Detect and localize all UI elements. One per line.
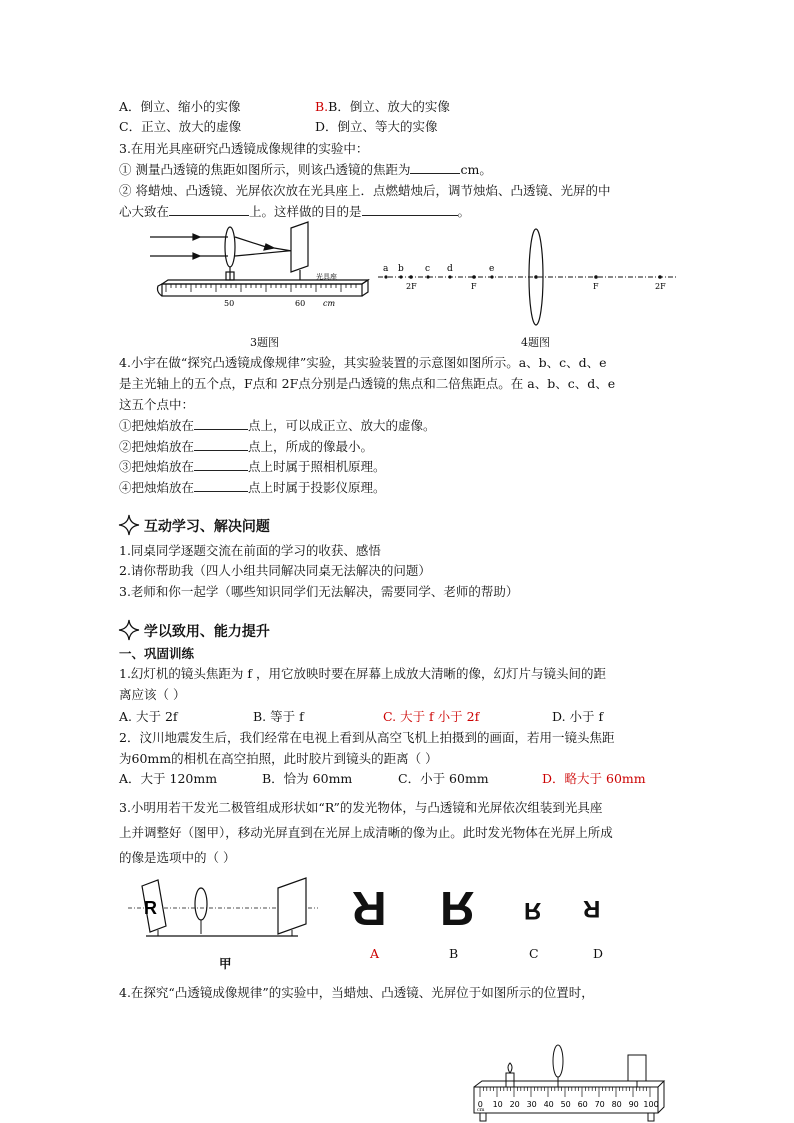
- q3-stem: 3.在用光具座研究凸透镜成像规律的实验中：: [119, 141, 369, 156]
- fig4-point-d: d: [447, 264, 453, 274]
- fig4-lens-axis: [378, 228, 678, 338]
- e4-optical-bench: [468, 1043, 668, 1123]
- ruler-tick-label: 20: [509, 1100, 520, 1109]
- fig3-caption: 3题图: [250, 336, 279, 349]
- q4-line3: 这五个点中：: [119, 397, 195, 412]
- fig3-mark-50: 50: [224, 299, 235, 308]
- e2-line2: 为60mm的相机在高空拍照，此时胶片到镜头的距离（ ）: [119, 751, 438, 766]
- section-interact-heading: 互动学习、解决问题: [119, 515, 270, 536]
- e3-choice-c-label: C: [529, 946, 539, 961]
- e3-choice-a-label: A: [370, 946, 380, 961]
- answer-blank[interactable]: [169, 204, 249, 216]
- fig4-right-f: F: [593, 282, 599, 291]
- e4-scale-unit: cm: [477, 1107, 485, 1113]
- fig3-bench-label: 光具座: [316, 273, 337, 281]
- q4-sub1: ①把烛焰放在 点上，可以成正立、放大的虚像。: [119, 418, 436, 433]
- ruler-tick-label: 10: [492, 1100, 503, 1109]
- q4-line1: 4.小宇在做“探究凸透镜成像规律”实验，其实验装置的示意图如图所示。a、b、c、d、e: [119, 355, 607, 370]
- q4-sub4: ④把烛焰放在 点上时属于投影仪原理。: [119, 480, 386, 495]
- fig4-left-2f: 2F: [406, 282, 417, 291]
- fig3-unit: cm: [323, 299, 336, 308]
- e1-option-b: B. 等于 f: [253, 709, 304, 724]
- answer-blank[interactable]: [194, 480, 248, 492]
- fig3-optical-bench: [148, 222, 378, 312]
- e4-line1: 4.在探究“凸透镜成像规律”的实验中，当蜡烛、凸透镜、光屏位于如图所示的位置时，: [119, 985, 594, 1000]
- q3-part2-line1: ② 将蜡烛、凸透镜、光屏依次放在光具座上．点燃蜡烛后，调节烛焰、凸透镜、光屏的中: [119, 183, 611, 198]
- q2-option-b: B.B．倒立、放大的实像: [315, 99, 450, 114]
- q2-option-b-text: B．倒立、放大的实像: [328, 99, 450, 114]
- e2-option-a: A．大于 120mm: [119, 771, 218, 786]
- interact-line3: 3.老师和你一起学（哪些知识同学们无法解决，需要同学、老师的帮助）: [119, 584, 519, 599]
- e3-choice-b-label: B: [449, 946, 459, 961]
- ruler-tick-label: 30: [526, 1100, 537, 1109]
- fig3-mark-60: 60: [295, 299, 306, 308]
- answer-blank[interactable]: [194, 418, 248, 430]
- four-point-star-icon: [119, 515, 139, 535]
- answer-blank[interactable]: [194, 459, 248, 471]
- fig4-point-e: e: [489, 264, 495, 274]
- e1-line2: 离应该（ ）: [119, 687, 186, 702]
- fig4-right-2f: 2F: [655, 282, 666, 291]
- e1-option-a: A. 大于 2f: [119, 709, 178, 724]
- e2-option-d: D．略大于 60mm: [542, 771, 646, 786]
- ruler-tick-label: 70: [594, 1100, 605, 1109]
- e3-line1: 3.小明用若干发光二极管组成形状如“R”的发光物体，与凸透镜和光屏依次组装到光具座: [119, 800, 603, 815]
- e1-option-d: D. 小于 f: [552, 709, 604, 724]
- e2-option-b: B．恰为 60mm: [262, 771, 353, 786]
- e3-choice-c-image: R: [524, 897, 542, 924]
- q3-part2-line2: 心大致在 上。这样做的目的是 。: [119, 204, 471, 219]
- e3-figure-label: 甲: [219, 956, 232, 971]
- e3-choice-b-image: R: [440, 881, 475, 934]
- subsection-heading: 一、巩固训练: [119, 646, 195, 661]
- q4-sub2: ②把烛焰放在 点上，所成的像最小。: [119, 439, 374, 454]
- ruler-tick-label: 60: [577, 1100, 588, 1109]
- e3-choice-a-image: R: [352, 881, 387, 934]
- q2-option-a: A．倒立、缩小的实像: [119, 99, 241, 114]
- q3-part1: ① 测量凸透镜的焦距如图所示，则该凸透镜的焦距为 cm。: [119, 162, 492, 177]
- ruler-tick-label: 100: [643, 1100, 659, 1109]
- q2-option-d: D．倒立、等大的实像: [315, 119, 438, 134]
- e1-option-c: C. 大于 f 小于 2f: [383, 709, 480, 724]
- e2-line1: 2．汶川地震发生后，我们经常在电视上看到从高空飞机上拍摄到的画面，若用一镜头焦距: [119, 730, 615, 745]
- fig4-point-a: a: [383, 264, 389, 274]
- answer-blank[interactable]: [194, 439, 248, 451]
- answer-blank[interactable]: [362, 204, 458, 216]
- ruler-tick-label: 40: [543, 1100, 554, 1109]
- e3-line3: 的像是选项中的（ ）: [119, 850, 236, 865]
- section-apply-heading: 学以致用、能力提升: [119, 620, 270, 641]
- ruler-tick-label: 50: [560, 1100, 571, 1109]
- interact-line1: 1.同桌同学逐题交流在前面的学习的收获、感悟: [119, 543, 381, 558]
- e3-line2: 上并调整好（图甲），移动光屏直到在光屏上成清晰的像为止。此时发光物体在光屏上所成: [119, 825, 613, 840]
- fig4-caption: 4题图: [521, 336, 550, 349]
- q4-line2: 是主光轴上的五个点，F点和 2F点分别是凸透镜的焦点和二倍焦距点。在 a、b、c、d、e: [119, 376, 616, 391]
- ruler-tick-label: 90: [628, 1100, 639, 1109]
- fig4-left-f: F: [471, 282, 477, 291]
- e1-line1: 1.幻灯机的镜头焦距为 f ，用它放映时要在屏幕上成放大清晰的像，幻灯片与镜头间的距: [119, 666, 607, 681]
- answer-blank[interactable]: [410, 162, 460, 174]
- q4-sub3: ③把烛焰放在 点上时属于照相机原理。: [119, 459, 386, 474]
- e3-object-letter: R: [144, 898, 157, 918]
- interact-line2: 2.请你帮助我（四人小组共同解决同桌无法解决的问题）: [119, 563, 431, 578]
- four-point-star-icon: [119, 620, 139, 640]
- fig4-point-c: c: [425, 264, 431, 274]
- fig4-point-b: b: [398, 264, 404, 274]
- q2-option-c: C．正立、放大的虚像: [119, 119, 242, 134]
- e3-figure-jia: [128, 878, 328, 940]
- e3-choice-d-label: D: [593, 946, 604, 961]
- e2-option-c: C．小于 60mm: [398, 771, 489, 786]
- ruler-tick-label: 80: [611, 1100, 622, 1109]
- ruler-tick-label: 0: [477, 1100, 483, 1109]
- e3-choice-d-image: R: [583, 895, 601, 922]
